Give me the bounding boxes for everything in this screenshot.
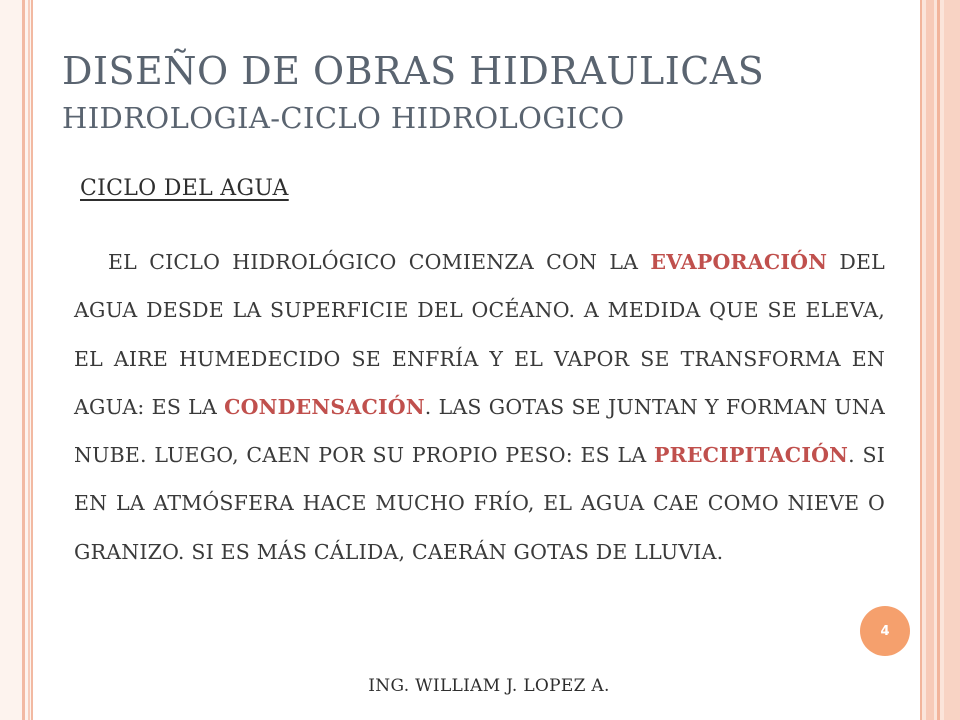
section-heading: CICLO DEL AGUA bbox=[80, 176, 289, 201]
keyword-precipitacion: PRECIPITACIÓN bbox=[653, 443, 849, 468]
right-border-stripe bbox=[920, 0, 922, 720]
paragraph-text: . SI EN LA ATMÓSFERA HACE MUCHO FRÍO, EL AGUA CAE COMO NIEVE O GRANIZO. SI ES MÁS CÁLIDA, CAERÁN GOTAS DE LLUVIA. bbox=[74, 443, 886, 564]
paragraph-text: DEL AGUA DESDE LA SUPERFICIE DEL OCÉANO. A MEDIDA QUE SE ELEVA, EL AIRE HUMEDECIDO SE ENFRÍA Y EL VAPOR SE TRANSFORMA EN AGUA: ES LA bbox=[74, 250, 885, 419]
left-border-line bbox=[22, 0, 25, 720]
keyword-condensacion: CONDENSACIÓN bbox=[224, 394, 425, 419]
title-main: DISEÑO DE OBRAS HIDRAULICAS bbox=[62, 49, 765, 93]
title-subtitle: HIDROLOGIA-CICLO HIDROLOGICO bbox=[62, 101, 625, 135]
right-border-stripe bbox=[926, 0, 934, 720]
right-border-stripe bbox=[944, 0, 960, 720]
keyword-evaporacion: EVAPORACIÓN bbox=[650, 250, 828, 274]
slide-title bbox=[62, 49, 902, 135]
body-paragraph bbox=[74, 238, 885, 576]
left-border-inner-line bbox=[28, 0, 30, 720]
footer-author: ING. WILLIAM J. LOPEZ A. bbox=[368, 676, 610, 696]
paragraph-text: . LAS GOTAS SE JUNTAN Y FORMAN UNA NUBE. LUEGO, CAEN POR SU PROPIO PESO: ES LA bbox=[74, 394, 885, 468]
right-border-stripe bbox=[937, 0, 940, 720]
page-number-badge: 4 bbox=[860, 606, 910, 656]
paragraph-text: EL CICLO HIDROLÓGICO COMIENZA CON LA bbox=[108, 250, 651, 274]
